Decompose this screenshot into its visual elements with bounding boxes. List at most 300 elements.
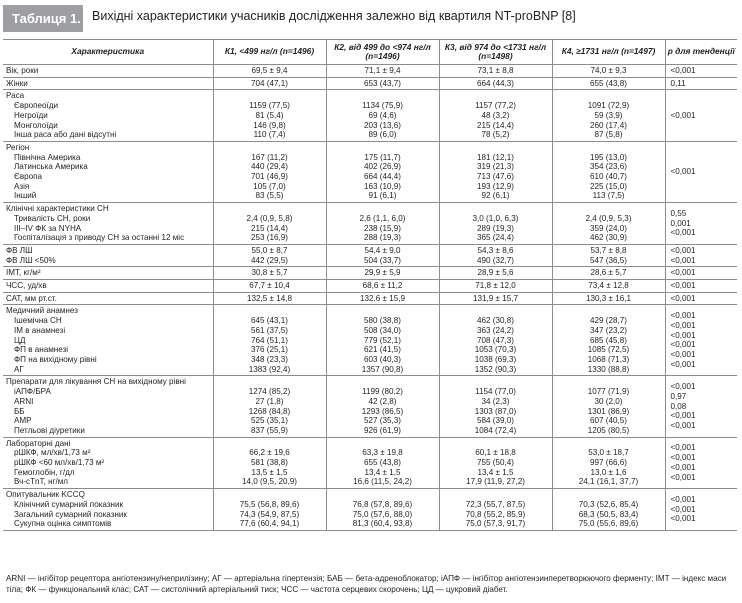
value-cell-k1 [213, 77, 326, 90]
cell-line: 81 (5,4) [255, 110, 284, 120]
cell-line: рШКФ, мл/хв/1,73 м² [14, 448, 91, 458]
value-cell-k1 [213, 280, 326, 293]
cell-line: Жінки [6, 78, 28, 88]
cell-line: 365 (24,4) [477, 233, 514, 243]
cell-line: <0,001 [670, 411, 696, 421]
cell-line: Північна Америка [14, 152, 81, 162]
cell-line: Негроїди [14, 110, 48, 120]
cell-line: ARNI [14, 396, 34, 406]
cell-line: 215 (14,4) [477, 120, 514, 130]
cell-line: 73,4 ± 12,8 [588, 281, 629, 291]
cell-line: <0,001 [670, 359, 696, 369]
cell-line: 132,6 ± 15,9 [360, 293, 405, 303]
cell-line: 1357 (90,8) [361, 364, 404, 374]
cell-line: Регіон [6, 142, 30, 152]
cell-line: 13,4 ± 1,5 [364, 467, 401, 477]
cell-line: 59 (3,9) [594, 110, 623, 120]
cell-line: 13,5 ± 1,5 [251, 467, 288, 477]
cell-line: Гемоглобін, г/дл [14, 467, 75, 477]
cell-line: 55,0 ± 8,7 [251, 245, 288, 255]
cell-line: 195 (13,0) [590, 152, 627, 162]
cell-line: Сукупна оцінка симптомів [14, 519, 112, 529]
cell-line: <0,001 [670, 340, 696, 350]
cell-line: Лабораторні дані [6, 438, 71, 448]
cell-line: Інший [14, 191, 37, 201]
cell-line: 131,9 ± 15,7 [473, 293, 518, 303]
cell-line: 621 (41,5) [364, 345, 401, 355]
cell-line: ББ [14, 406, 25, 416]
value-cell-k1 [213, 267, 326, 280]
value-cell-k3 [439, 244, 552, 266]
table-row [3, 65, 737, 78]
cell-line: 755 (50,4) [477, 458, 514, 468]
cell-line: 2,6 (1,1, 6,0) [359, 213, 406, 223]
cell-line: 113 (7,5) [592, 191, 625, 201]
cell-line: 76,8 (57,8, 89,6) [352, 499, 413, 509]
cell-line: 13,0 ± 1,6 [590, 467, 627, 477]
value-cell-k4 [552, 437, 665, 489]
row-label-cell [3, 376, 213, 437]
value-cell-k4 [552, 267, 665, 280]
cell-line: 359 (24,0) [590, 223, 627, 233]
value-cell-k2 [326, 65, 439, 78]
value-cell-k2 [326, 280, 439, 293]
cell-line: 584 (39,0) [477, 416, 514, 426]
cell-line: 363 (24,2) [477, 325, 514, 335]
cell-line: <0,001 [670, 228, 696, 238]
cell-line: 0,55 [670, 208, 687, 218]
cell-line: 30 (2,0) [594, 396, 623, 406]
p-value-cell [665, 280, 737, 293]
column-header: К1, <499 нг/л (n=1496) [213, 40, 326, 65]
cell-line: 75,5 (56,8, 89,6) [239, 499, 300, 509]
value-cell-k1 [213, 141, 326, 202]
cell-line: <0,001 [670, 281, 696, 291]
cell-line: ІМТ, кг/м² [6, 268, 41, 278]
cell-line: Петльові діуретики [14, 425, 85, 435]
table-header-row [3, 40, 737, 65]
value-cell-k1 [213, 90, 326, 142]
cell-line: <0,001 [670, 110, 696, 120]
cell-line: Європа [14, 172, 43, 182]
cell-line: III–IV ФК за NYHA [14, 223, 82, 233]
cell-line: <0,001 [670, 514, 696, 524]
row-label-cell [3, 267, 213, 280]
cell-line: 561 (37,5) [251, 325, 288, 335]
value-cell-k4 [552, 90, 665, 142]
cell-line: 48 (3,2) [481, 110, 510, 120]
cell-line: 28,6 ± 5,7 [590, 268, 627, 278]
cell-line: Раса [6, 91, 25, 101]
cell-line: 72,3 (55,7, 87,5) [465, 499, 526, 509]
cell-line: 16,6 (11,5, 24,2) [353, 477, 412, 487]
cell-line: 580 (38,8) [364, 316, 401, 326]
cell-line: 78 (5,2) [481, 130, 510, 140]
table-row [3, 244, 737, 266]
cell-line: 603 (40,3) [364, 354, 401, 364]
row-label-cell [3, 77, 213, 90]
cell-line: Монголоїди [14, 120, 58, 130]
value-cell-k2 [326, 77, 439, 90]
value-cell-k2 [326, 437, 439, 489]
cell-line: 163 (10,9) [364, 181, 401, 191]
cell-line: 42 (2,8) [368, 396, 397, 406]
cell-line: <0,001 [670, 382, 696, 392]
cell-line: 1205 (80,5) [587, 425, 630, 435]
cell-line: 130,3 ± 16,1 [586, 293, 631, 303]
cell-line: рШКФ <60 мл/хв/1,73 м² [14, 458, 105, 468]
cell-line: Ішемічна СН [14, 316, 62, 326]
value-cell-k3 [439, 437, 552, 489]
cell-line: 462 (30,8) [477, 316, 514, 326]
p-value-cell [665, 90, 737, 142]
cell-line: 837 (55,9) [251, 425, 288, 435]
cell-line: 89 (6,0) [368, 130, 397, 140]
row-label-cell [3, 292, 213, 305]
table-row [3, 305, 737, 376]
value-cell-k3 [439, 77, 552, 90]
cell-line: Загальний сумарний показник [14, 509, 127, 519]
cell-line: 504 (33,7) [364, 255, 401, 265]
cell-line: 13,4 ± 1,5 [477, 467, 514, 477]
cell-line: Вч-cTnT, нг/мл [14, 477, 69, 487]
cell-line: <0,001 [670, 421, 696, 431]
cell-line: ЦД [14, 335, 26, 345]
cell-line: 1303 (87,0) [474, 406, 517, 416]
value-cell-k4 [552, 203, 665, 245]
p-value-cell [665, 292, 737, 305]
cell-line: <0,001 [670, 321, 696, 331]
cell-line: 75,0 (57,6, 88,0) [352, 509, 413, 519]
cell-line: 1157 (77,2) [475, 101, 516, 111]
cell-line: 704 (47,1) [251, 78, 288, 88]
cell-line: 1330 (88,8) [587, 364, 630, 374]
cell-line: 146 (9,8) [253, 120, 286, 130]
cell-line: 53,7 ± 8,8 [590, 245, 627, 255]
cell-line: Інша раса або дані відсутні [14, 130, 117, 140]
value-cell-k3 [439, 305, 552, 376]
cell-line: 0,11 [670, 78, 686, 88]
cell-line: 238 (15,9) [364, 223, 401, 233]
cell-line: 175 (11,7) [364, 152, 401, 162]
p-value-cell [665, 437, 737, 489]
value-cell-k1 [213, 203, 326, 245]
cell-line: 75,0 (55,6, 89,6) [578, 519, 639, 529]
value-cell-k3 [439, 141, 552, 202]
cell-line: 1301 (86,9) [587, 406, 630, 416]
column-header: К4, ≥1731 нг/л (n=1497) [552, 40, 665, 65]
table-title: Вихідні характеристики учасників дослідження залежно від квартиля NT-proBNP [8] [92, 9, 576, 23]
cell-line: 685 (45,8) [590, 335, 627, 345]
value-cell-k4 [552, 292, 665, 305]
value-cell-k3 [439, 280, 552, 293]
value-cell-k1 [213, 244, 326, 266]
cell-line: ФП на вихідному рівні [14, 354, 97, 364]
p-value-cell [665, 305, 737, 376]
table-row [3, 90, 737, 142]
cell-line: 1084 (72,4) [474, 425, 517, 435]
characteristics-table [3, 39, 737, 531]
cell-line: 24,1 (16,1, 37,7) [578, 477, 639, 487]
value-cell-k2 [326, 203, 439, 245]
cell-line: 77,6 (60,4, 94,1) [239, 519, 300, 529]
cell-line: <0,001 [670, 311, 696, 321]
footnote: ARNI — інгібітор рецептора ангіотензину/неприлізину; АГ — артеріальна гіпертензія; БАБ — бета-адреноблокатор; іАПФ — інгібітор ангіотензинперетворюючого ферменту; ІМТ — індекс маси тіла; ФК — функціональний клас; САТ — систолічний артеріальний тиск; ЧСС — частота серцевих скорочень; ЦД — цукровий діабет. [6, 574, 727, 594]
cell-line: САТ, мм рт.ст. [6, 293, 57, 303]
cell-line: <0,001 [670, 66, 696, 75]
cell-line: 1154 (77,0) [475, 387, 516, 397]
cell-line: ІМ в анамнезі [14, 325, 66, 335]
cell-line: <0,001 [670, 293, 696, 303]
cell-line: 354 (23,6) [590, 162, 627, 172]
value-cell-k4 [552, 244, 665, 266]
cell-line: 713 (47,6) [477, 172, 514, 182]
p-value-cell [665, 77, 737, 90]
cell-line: 70,8 (55,2, 85,9) [465, 509, 526, 519]
cell-line: 74,3 (54,9, 87,5) [239, 509, 300, 519]
value-cell-k2 [326, 90, 439, 142]
row-label-cell [3, 280, 213, 293]
p-value-cell [665, 65, 737, 78]
cell-line: 664 (44,3) [477, 78, 514, 88]
cell-line: 1159 (77,5) [249, 101, 290, 111]
p-value-cell [665, 244, 737, 266]
cell-line: 67,7 ± 10,4 [249, 281, 290, 291]
cell-line: 289 (19,3) [477, 223, 514, 233]
cell-line: Тривалість СН, роки [14, 213, 91, 223]
value-cell-k1 [213, 489, 326, 531]
row-label-cell [3, 244, 213, 266]
cell-line: 0,001 [670, 218, 691, 228]
cell-line: 14,0 (9,5, 20,9) [242, 477, 297, 487]
cell-line: 105 (7,0) [253, 181, 286, 191]
cell-line: 91 (6,1) [368, 191, 397, 201]
table-number-label: Таблиця 1. [3, 5, 83, 32]
table-row [3, 280, 737, 293]
value-cell-k2 [326, 305, 439, 376]
cell-line: 0,08 [670, 401, 687, 411]
cell-line: <0,001 [670, 453, 696, 463]
cell-line: 75,0 (57,3, 91,7) [465, 519, 526, 529]
cell-line: 1091 (72,9) [587, 101, 630, 111]
table-row [3, 376, 737, 437]
cell-line: 1134 (75,9) [362, 101, 403, 111]
table-body [3, 65, 737, 531]
cell-line: 68,6 ± 11,2 [362, 281, 403, 291]
cell-line: 68,3 (50,5, 83,4) [578, 509, 639, 519]
column-header: К2, від 499 до <974 нг/л (n=1496) [326, 40, 439, 65]
cell-line: 429 (28,7) [590, 316, 627, 326]
cell-line: 1038 (69,3) [474, 354, 517, 364]
value-cell-k4 [552, 141, 665, 202]
cell-line: <0,001 [670, 245, 696, 255]
value-cell-k3 [439, 489, 552, 531]
cell-line: 508 (34,0) [364, 325, 401, 335]
cell-line: 1383 (92,4) [248, 364, 291, 374]
value-cell-k3 [439, 267, 552, 280]
cell-line: 664 (44,4) [364, 172, 401, 182]
table-row [3, 77, 737, 90]
cell-line: 87 (5,8) [594, 130, 623, 140]
cell-line: <0,001 [670, 462, 696, 472]
cell-line: 462 (30,9) [590, 233, 627, 243]
cell-line: 53,0 ± 18,7 [588, 448, 629, 458]
cell-line: 527 (35,3) [364, 416, 401, 426]
value-cell-k3 [439, 90, 552, 142]
cell-line: 645 (43,1) [251, 316, 288, 326]
cell-line: 54,4 ± 9,0 [364, 245, 401, 255]
column-header: p для тенденції [665, 40, 737, 65]
value-cell-k2 [326, 376, 439, 437]
cell-line: <0,001 [670, 494, 696, 504]
cell-line: 490 (32,7) [477, 255, 514, 265]
cell-line: Вік, роки [6, 66, 39, 75]
cell-line: 1085 (72,5) [587, 345, 630, 355]
cell-line: 215 (14,4) [251, 223, 288, 233]
table-row [3, 267, 737, 280]
value-cell-k3 [439, 65, 552, 78]
cell-line: 203 (13,6) [364, 120, 401, 130]
cell-line: Азія [14, 181, 30, 191]
cell-line: 607 (40,5) [590, 416, 627, 426]
cell-line: 1053 (70,3) [474, 345, 517, 355]
cell-line: 1293 (86,5) [361, 406, 404, 416]
value-cell-k2 [326, 292, 439, 305]
cell-line: 319 (21,3) [477, 162, 514, 172]
cell-line: 28,9 ± 5,6 [477, 268, 514, 278]
cell-line: Медичний анамнез [6, 306, 78, 316]
cell-line: 0,97 [670, 391, 687, 401]
cell-line: 653 (43,7) [364, 78, 401, 88]
cell-line: 27 (1,8) [255, 396, 284, 406]
table-header [0, 0, 742, 38]
cell-line: 1068 (71,3) [587, 354, 630, 364]
cell-line: 181 (12,1) [477, 152, 514, 162]
cell-line: Опитувальник KCCQ [6, 490, 85, 500]
cell-line: 1077 (71,9) [587, 387, 630, 397]
cell-line: 348 (23,3) [251, 354, 288, 364]
row-label-cell [3, 305, 213, 376]
p-value-cell [665, 267, 737, 280]
cell-line: 81,3 (60,4, 93,8) [352, 519, 413, 529]
value-cell-k1 [213, 437, 326, 489]
cell-line: 926 (61,9) [364, 425, 401, 435]
cell-line: 655 (43,8) [364, 458, 401, 468]
cell-line: 779 (52,1) [364, 335, 401, 345]
cell-line: 1352 (90,3) [474, 364, 517, 374]
p-value-cell [665, 376, 737, 437]
cell-line: 764 (51,1) [251, 335, 288, 345]
table-row [3, 141, 737, 202]
cell-line: 655 (43,8) [590, 78, 627, 88]
row-label-cell [3, 489, 213, 531]
cell-line: <0,001 [670, 255, 696, 265]
value-cell-k4 [552, 280, 665, 293]
table-row [3, 489, 737, 531]
cell-line: <0,001 [670, 443, 696, 453]
cell-line: ЧСС, уд/хв [6, 281, 47, 291]
cell-line: 60,1 ± 18,8 [475, 448, 516, 458]
cell-line: 347 (23,2) [590, 325, 627, 335]
value-cell-k1 [213, 305, 326, 376]
column-header: К3, від 974 до <1731 нг/л (n=1498) [439, 40, 552, 65]
p-value-cell [665, 141, 737, 202]
cell-line: 610 (40,7) [590, 172, 627, 182]
cell-line: 92 (6,1) [481, 191, 510, 201]
cell-line: 167 (11,2) [251, 152, 288, 162]
value-cell-k1 [213, 65, 326, 78]
cell-line: 440 (29,4) [251, 162, 288, 172]
cell-line: <0,001 [670, 472, 696, 482]
cell-line: 17,9 (11,9, 27,2) [466, 477, 525, 487]
cell-line: 288 (19,3) [364, 233, 401, 243]
cell-line: Латинська Америка [14, 162, 88, 172]
cell-line: 1268 (84,8) [248, 406, 291, 416]
row-label-cell [3, 141, 213, 202]
value-cell-k1 [213, 292, 326, 305]
cell-line: 1274 (85,2) [248, 387, 291, 397]
cell-line: 74,0 ± 9,3 [590, 66, 627, 75]
row-label-cell [3, 203, 213, 245]
cell-line: 708 (47,3) [477, 335, 514, 345]
cell-line: <0,001 [670, 504, 696, 514]
row-label-cell [3, 65, 213, 78]
table-row [3, 203, 737, 245]
cell-line: 71,1 ± 9,4 [364, 66, 401, 75]
value-cell-k1 [213, 376, 326, 437]
cell-line: 260 (17,4) [590, 120, 627, 130]
cell-line: 225 (15,0) [590, 181, 627, 191]
value-cell-k4 [552, 489, 665, 531]
cell-line: 2,4 (0,9, 5,8) [246, 213, 293, 223]
cell-line: 132,5 ± 14,8 [247, 293, 292, 303]
cell-line: Препарати для лікування СН на вихідному рівні [6, 377, 186, 387]
p-value-cell [665, 203, 737, 245]
cell-line: 547 (36,5) [590, 255, 627, 265]
value-cell-k2 [326, 244, 439, 266]
cell-line: Клінічні характеристики СН [6, 204, 109, 214]
cell-line: <0,001 [670, 350, 696, 360]
value-cell-k4 [552, 77, 665, 90]
cell-line: АМР [14, 416, 32, 426]
cell-line: 376 (25,1) [251, 345, 288, 355]
value-cell-k3 [439, 203, 552, 245]
cell-line: 73,1 ± 8,8 [477, 66, 514, 75]
cell-line: 193 (12,9) [477, 181, 514, 191]
cell-line: ФП в анамнезі [14, 345, 69, 355]
cell-line: <0,001 [670, 330, 696, 340]
value-cell-k4 [552, 376, 665, 437]
cell-line: 70,3 (52,6, 85,4) [578, 499, 639, 509]
row-label-cell [3, 90, 213, 142]
value-cell-k2 [326, 267, 439, 280]
cell-line: ФВ ЛШ <50% [6, 255, 56, 265]
table-row [3, 437, 737, 489]
cell-line: ФВ ЛШ [6, 245, 33, 255]
table-row [3, 292, 737, 305]
cell-line: Клінічний сумарний показник [14, 499, 124, 509]
cell-line: 2,4 (0,9, 5,3) [585, 213, 632, 223]
cell-line: 701 (46,9) [251, 172, 288, 182]
cell-line: АГ [14, 364, 24, 374]
cell-line: 34 (2,3) [481, 396, 510, 406]
cell-line: 3,0 (1,0, 6,3) [472, 213, 519, 223]
cell-line: <0,001 [670, 167, 696, 177]
cell-line: 253 (16,9) [251, 233, 288, 243]
cell-line: 66,2 ± 19,6 [249, 448, 290, 458]
value-cell-k4 [552, 305, 665, 376]
column-header: Характеристика [3, 40, 213, 65]
